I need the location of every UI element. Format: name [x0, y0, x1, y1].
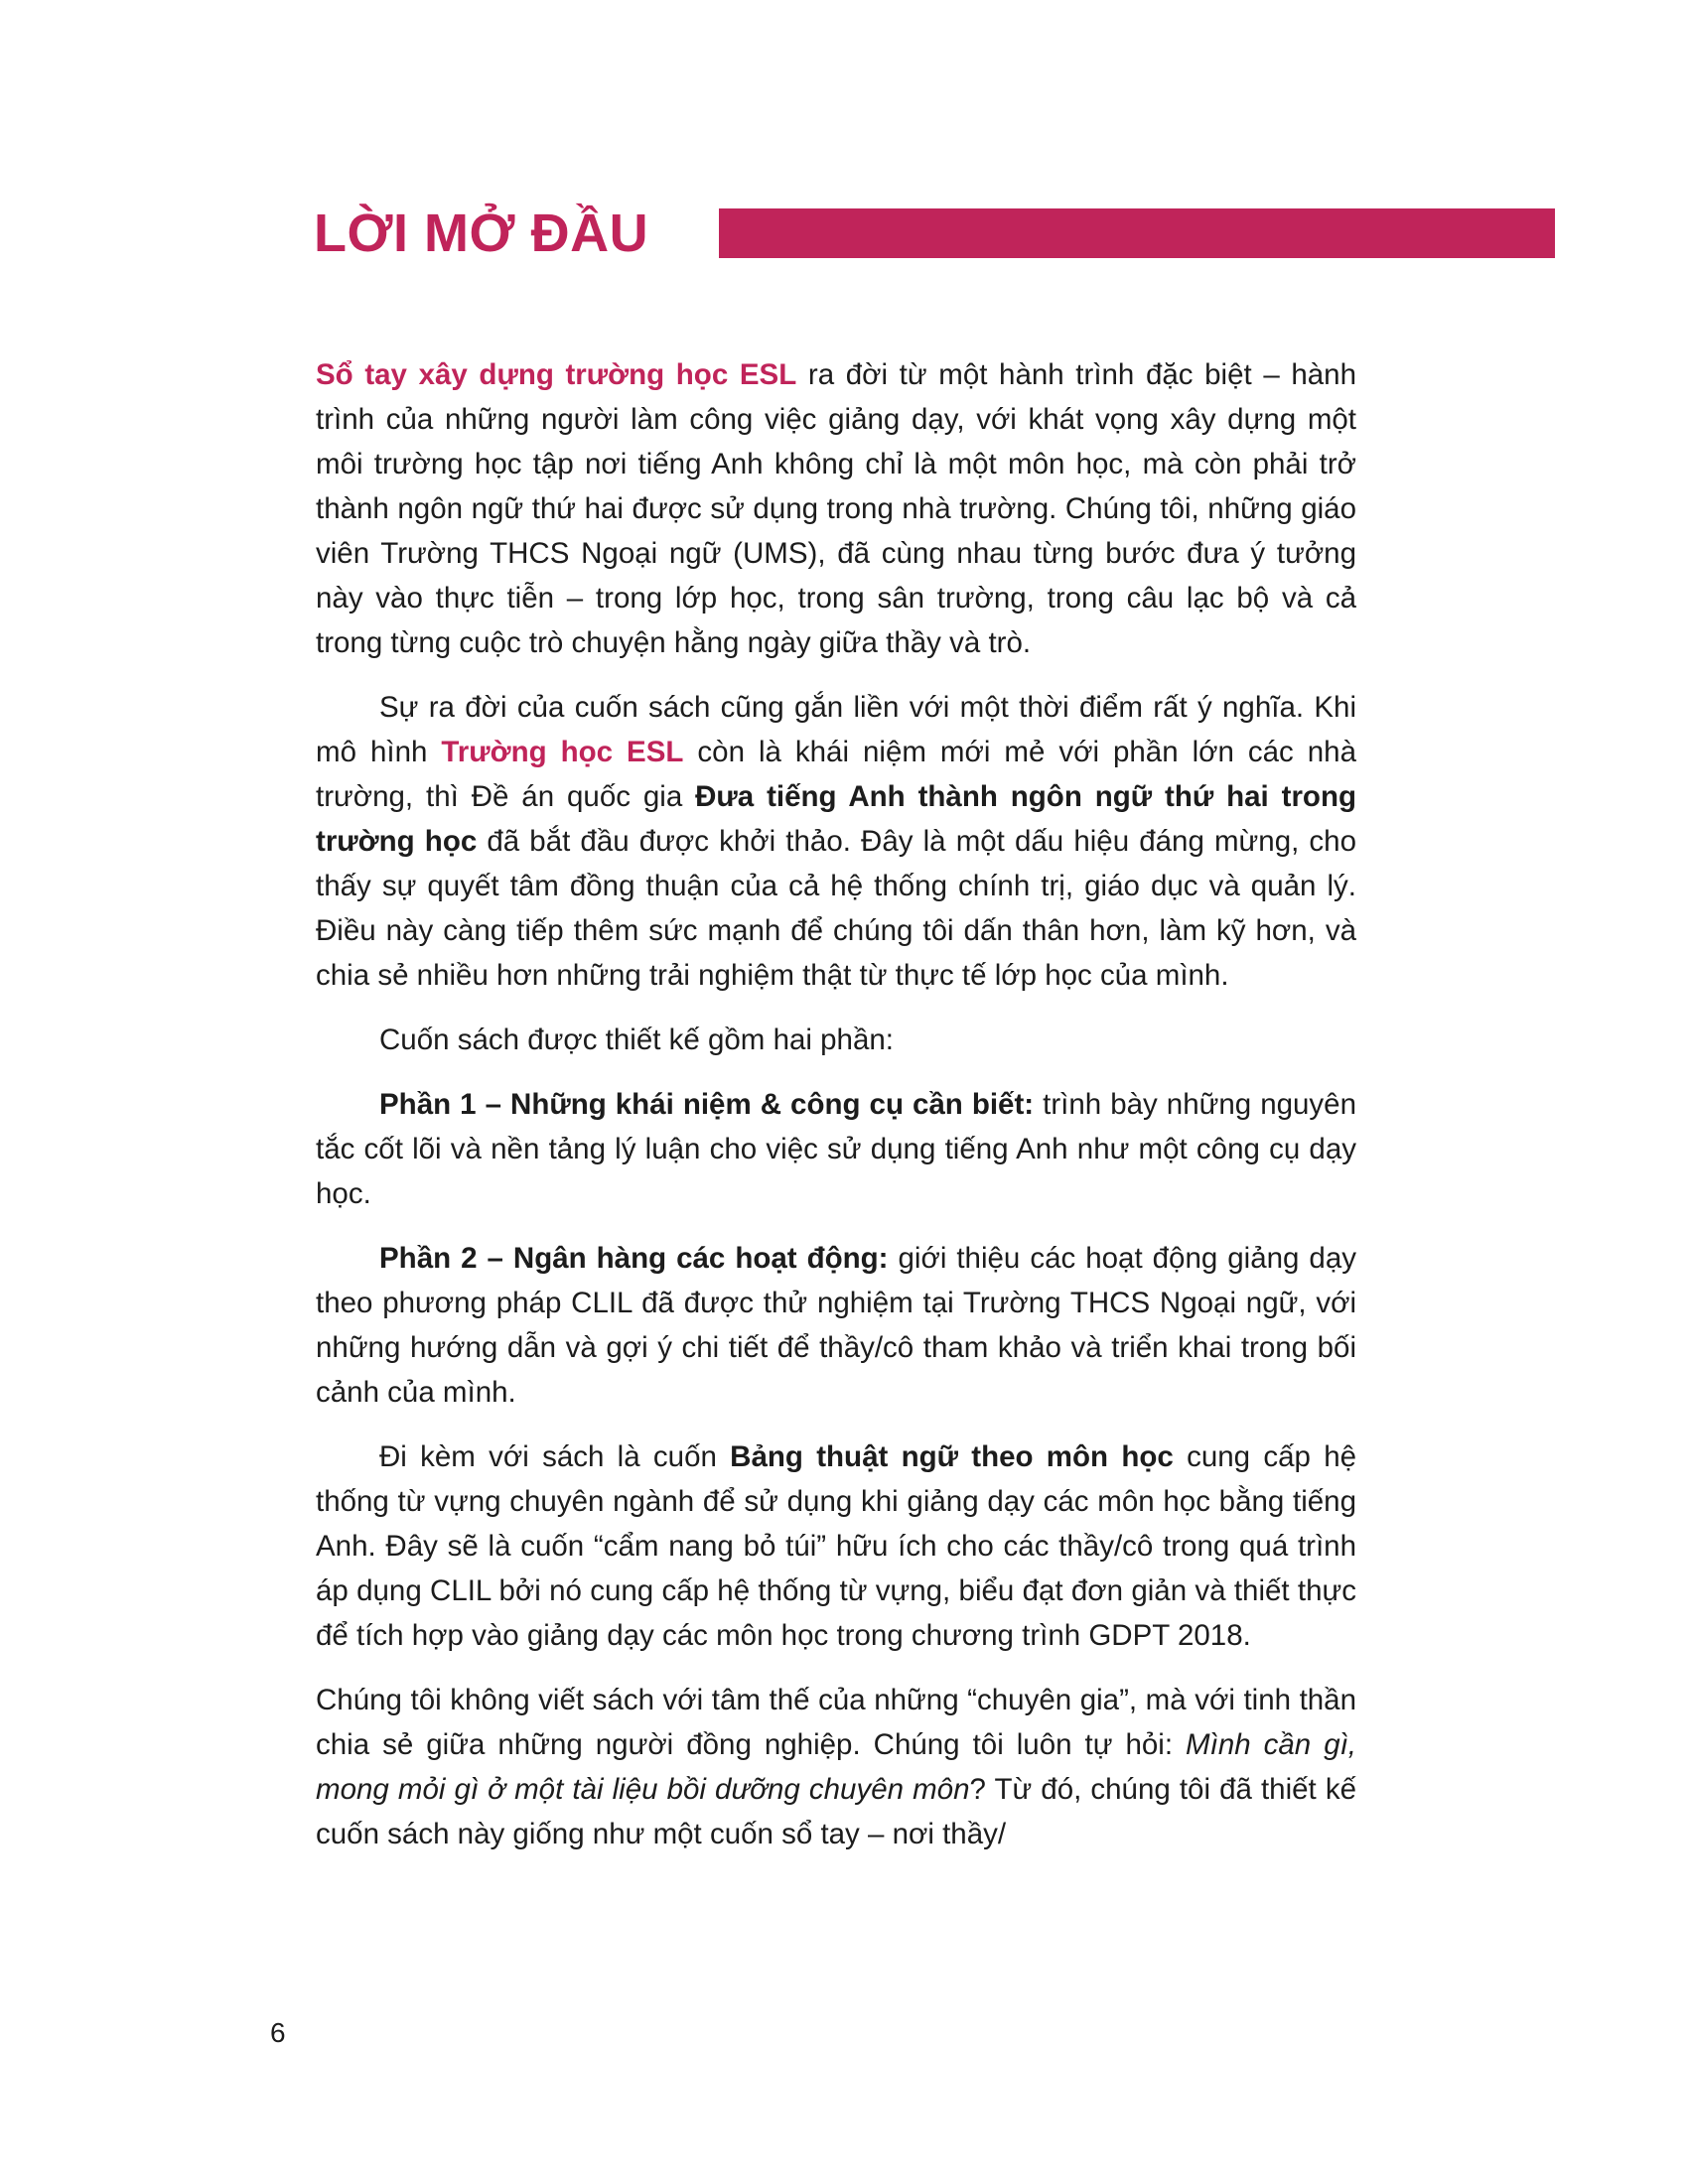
body-text [316, 352, 1356, 1856]
paragraph-closing-part2: ? Từ đó, chúng tôi đã thiết kế cuốn sách này giống như một cuốn sổ tay – nơi thầy/ [316, 1773, 1356, 1850]
question-italic: Mình cần gì, mong mỏi gì ở một tài liệu bồi dưỡng chuyên môn [316, 1728, 1356, 1806]
part-2-description: giới thiệu các hoạt động giảng dạy theo phương pháp CLIL đã được thử nghiệm tại Trường THCS Ngoại ngữ, với những hướng dẫn và gợi ý chi tiết để thầy/cô tham khảo và triển khai trong bối cảnh của mình. [316, 1242, 1356, 1409]
book-title-highlight: Sổ tay xây dựng trường học ESL [316, 358, 797, 391]
paragraph-context-part1: Sự ra đời của cuốn sách cũng gắn liền với một thời điểm rất ý nghĩa. Khi mô hình [316, 691, 1356, 768]
part-2-label: Phần 2 – Ngân hàng các hoạt động: [379, 1242, 889, 1275]
page-title: LỜI MỞ ĐẦU [314, 204, 649, 263]
paragraph-glossary-part2: cung cấp hệ thống từ vựng chuyên ngành để sử dụng khi giảng dạy các môn học bằng tiếng Anh. Đây sẽ là cuốn “cẩm nang bỏ túi” hữu ích cho các thầy/cô trong quá trình áp dụng CLIL bởi nó cung cấp hệ thống từ vựng, biểu đạt đơn giản và thiết thực để tích hợp vào giảng dạy các môn học trong chương trình GDPT 2018. [316, 1440, 1357, 1652]
paragraph-structure: Cuốn sách được thiết kế gồm hai phần: [379, 1024, 894, 1056]
paragraph-context-part3: đã bắt đầu được khởi thảo. Đây là một dấu hiệu đáng mừng, cho thấy sự quyết tâm đồng thuận của cả hệ thống chính trị, giáo dục và quản lý. Điều này càng tiếp thêm sức mạnh để chúng tôi dấn thân hơn, làm kỹ hơn, và chia sẻ nhiều hơn những trải nghiệm thật từ thực tế lớp học của mình. [316, 825, 1356, 992]
paragraph-part-1 [316, 1082, 1356, 1216]
glossary-title: Bảng thuật ngữ theo môn học [730, 1440, 1174, 1473]
paragraph-glossary-part1: Đi kèm với sách là cuốn [379, 1440, 731, 1473]
paragraph-glossary [316, 1434, 1356, 1658]
paragraph-closing-part1: Chúng tôi không viết sách với tâm thế của những “chuyên gia”, mà với tinh thần chia sẻ giữa những người đồng nghiệp. Chúng tôi luôn tự hỏi: [316, 1684, 1356, 1761]
national-project-title: Đưa tiếng Anh thành ngôn ngữ thứ hai trong trường học [316, 780, 1356, 858]
part-1-label: Phần 1 – Những khái niệm & công cụ cần biết: [379, 1088, 1035, 1121]
paragraph-part-2 [316, 1236, 1356, 1415]
paragraph-context-part2: còn là khái niệm mới mẻ với phần lớn các nhà trường, thì Đề án quốc gia [316, 736, 1356, 813]
part-1-description: trình bày những nguyên tắc cốt lõi và nền tảng lý luận cho việc sử dụng tiếng Anh như một công cụ dạy học. [316, 1088, 1356, 1210]
paragraph-intro-text: ra đời từ một hành trình đặc biệt – hành trình của những người làm công việc giảng dạy, với khát vọng xây dựng một môi trường học tập nơi tiếng Anh không chỉ là một môn học, mà còn phải trở thành ngôn ngữ thứ hai được sử dụng trong nhà trường. Chúng tôi, những giáo viên Trường THCS Ngoại ngữ (UMS), đã cùng nhau từng bước đưa ý tưởng này vào thực tiễn – trong lớp học, trong sân trường, trong câu lạc bộ và cả trong từng cuộc trò chuyện hằng ngày giữa thầy và trò. [316, 358, 1356, 659]
paragraph-intro [316, 352, 1356, 665]
page-number: 6 [270, 2017, 286, 2048]
paragraph-context [316, 685, 1356, 998]
title-accent-bar [719, 208, 1555, 258]
paragraph-closing [316, 1678, 1356, 1856]
esl-school-highlight: Trường học ESL [441, 736, 684, 768]
